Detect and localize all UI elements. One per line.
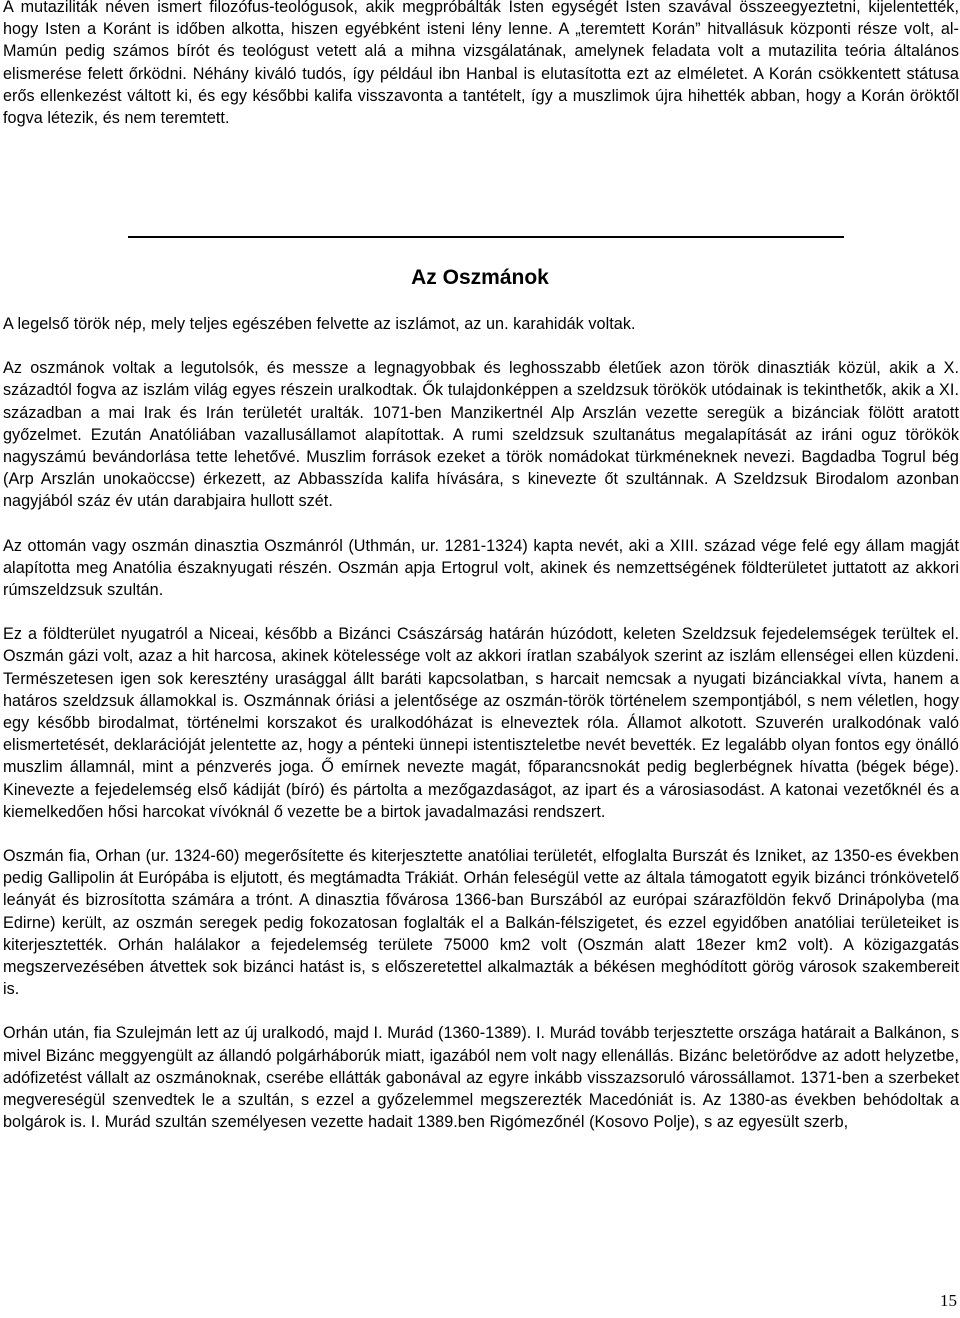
page-number: 15 — [940, 1291, 957, 1310]
paragraph-karahidak: A legelső török nép, mely teljes egészében felvette az iszlámot, az un. karahidák voltak. — [3, 315, 636, 333]
paragraph-spacer — [3, 823, 959, 845]
paragraph-dynasty-origin: Az ottomán vagy oszmán dinasztia Oszmánról (Uthmán, ur. 1281-1324) kapta nevét, aki a XIII. század vége felé egy állam magját alapította meg Anatólia északnyugati részén. Oszmán apja Ertogrul volt, akinek és nemzettségének földterületet juttatott az akkori rúmszeldzsuk szultán. — [3, 536, 959, 600]
paragraph-spacer — [3, 335, 959, 357]
section-divider — [128, 236, 844, 238]
paragraph-murad: Orhán után, fia Szulejmán lett az új uralkodó, majd I. Murád (1360-1389). I. Murád tovább terjesztette országa határait a Balkánon, s mivel Bizánc meggyengült az állandó polgárháborúk miatt, igazából nem volt nagy ellenállás. Bizánc beletörődve az adott helyzetbe, adófizetést vállalt az oszmánoknak, cserébe ellátták gabonával az egyre inkább visszazsoruló várossállamot. 1371-ben a szerbeket megvereségül szenvedtek le a szultán, s ezzel a győzelemmel megszerezték Macedóniát is. Az 1380-as években behódoltak a bolgárok is. I. Murád szultán személyesen vezette hadait 1389.ben Rigómezőnél (Kosovo Polje), s az egyesült szerb, — [3, 1024, 959, 1132]
paragraph-oszmanok-intro: Az oszmánok voltak a legutolsók, és messze a legnagyobbak és leghosszabb életűek azon török dinasztiák közül, akik a X. századtól fogva az iszlám világ egyes részein uralkodtak. Ők tulajdonképpen a szeldzsuk törökök utódainak is tekinthetők, akik a XI. században a mai Irak és Irán területét uralták. 1071-ben Manzikertnél Alp Arszlán vezette seregük a bizánciak fölött aratott győzelmet. Ezután Anatóliában vazallusállamot alapítottak. A rumi szeldzsuk szultanátus megalapítását az iráni oguz törökök nagyszámú bevándorlása tette lehetővé. Muszlim források ezeket a török nomádokat türkméneknek nevezi. Bagdadba Togrul bég (Arp Arszlán unokaöccse) érkezett, az Abbasszída kalifa hívására, s kinevezte őt szultánnak. A Szeldzsuk Birodalom azonban nagyjából száz év után darabjaira hullott szét. — [3, 359, 959, 511]
paragraph-spacer — [3, 1000, 959, 1022]
section-body — [3, 313, 959, 1134]
intro-paragraph: A mutaziliták néven ismert filozófus-teológusok, akik megpróbálták Isten egységét Isten szavával összeegyeztetni, kijelentették, hogy Isten a Koránt is időben alkotta, hiszen egyébként isteni lény lenne. A „teremtett Korán” hitvallásuk központi része volt, al-Mamún pedig számos bírót és teológust vetett alá a mihna vizsgálatának, amelynek feladata volt a mutazilita teória általános elismerése felett őrködni. Néhány kiváló tudós, így például ibn Hanbal is elutasította ezt az elméletet. A Korán csökkentett státusa erős ellenkezést váltott ki, és egy későbbi kalifa visszavonta a tantételt, így a muszlimok újra hihették abban, hogy a Korán öröktől fogva létezik, és nem teremtett. — [3, 0, 959, 128]
section-title: Az Oszmánok — [411, 266, 549, 289]
document-page — [3, 0, 959, 129]
paragraph-spacer — [3, 601, 959, 623]
paragraph-oszman-rule: Ez a földterület nyugatról a Niceai, később a Bizánci Császárság határán húzódott, keleten Szeldzsuk fejedelemségek terültek el. Oszmán gázi volt, azaz a hit harcosa, akinek kötelessége volt az akkori íratlan szabályok szerint az iszlám ellenségei ellen küzdeni. Természetesen igen sok keresztény urasággal állt baráti kapcsolatban, s harcait nemcsak a nyugati bizánciakkal vívta, hanem a határos szeldzsuk államokkal is. Oszmánnak óriási a jelentősége az oszmán-török történelem szempontjából, s nem véletlen, hogy egy később birodalmat, történelmi korszakot és uralkodóházat is elneveztek róla. Államot alkotott. Szuverén uralkodónak való elismertetését, deklarációját jelentette az, hogy a pénteki ünnepi istentiszteletbe nevét bevették. Ez legalább olyan fontos egy önálló muszlim államnál, mint a pénzverés joga. Ő emírnek nevezte magát, főparancsnokát pedig beglerbégnek hívatta (bégek bége). Kinevezte a fejedelemség első kádiját (bíró) és pártolta a mezőgazdaságot, az ipart és a városiasodást. A katonai vezetőknél és a kiemelkedően hősi harcokat vívóknál ő vezette be a birtok javadalmazási rendszert. — [3, 625, 959, 821]
paragraph-spacer — [3, 513, 959, 535]
paragraph-orhan: Oszmán fia, Orhan (ur. 1324-60) megerősítette és kiterjesztette anatóliai területét, elfoglalta Burszát és Izniket, az 1350-es években pedig Gallipolin át Európába is eljutott, és megtámadta Trákiát. Orhán feleségül vette az általa támogatott egyik bizánci trónkövetelő leányát és bizrosította számára a trónt. A dinasztia fővárosa 1366-ban Burszából az európai szárazföldön fekvő Drinápolyba (ma Edirne) került, az oszmán seregek pedig fokozatosan foglalták el a Balkán-félszigetet, és ezzel egyidőben anatóliai területeiket is kiterjesztették. Orhán halálakor a fejedelemség területe 75000 km2 volt (Oszmán alatt 18ezer km2 volt). A közigazgatás megszervezésében átvettek sok bizánci hatást is, s előszeretettel alkalmazták a békésen meghódított görög városok szakembereit is. — [3, 847, 959, 999]
